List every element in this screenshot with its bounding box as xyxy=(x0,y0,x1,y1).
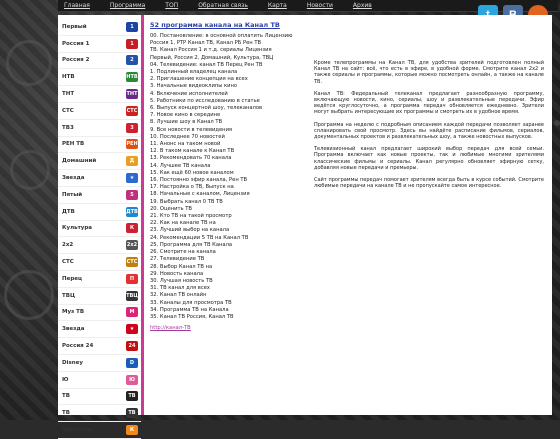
program-list-column xyxy=(144,15,304,415)
channel-name: Звезда xyxy=(62,175,85,182)
program-list-item[interactable]: 21. Кто ТВ на такой просмотр xyxy=(150,213,232,220)
channel-item[interactable] xyxy=(58,19,141,36)
channel-item[interactable] xyxy=(58,355,141,372)
background-decoration xyxy=(554,120,560,126)
channel-name: Первый xyxy=(62,23,87,30)
channel-item[interactable] xyxy=(58,153,141,170)
channel-name: 2x2 xyxy=(62,242,74,249)
channel-logo-icon: НТВ xyxy=(126,74,138,81)
program-list-item[interactable]: 15. Как ещё 60 новое каналом xyxy=(150,169,234,176)
program-list-item[interactable]: 12. В таком канале к Канал ТВ xyxy=(150,148,235,155)
channel-item[interactable] xyxy=(58,86,141,103)
article-paragraph: Телевизионный канал предлагает широкий выбор передач для всей семьи. Программа включает как новые проекты, так и любимые многими зрителями классические фильмы и сериалы. Канал регулярно обновляет эфирную сетку, добавляя новые передачи и премьеры. xyxy=(314,146,544,171)
channel-name: Ю xyxy=(62,376,69,383)
background-decoration xyxy=(10,150,50,190)
channel-logo-icon: ТВЦ xyxy=(126,292,138,299)
article-paragraph: Программа на неделю с подробным описанием каждой передачи позволяет заранее спланировать свой просмотр. Здесь вы найдёте расписание фильмов, сериалов, документальных проектов и развлекательных шоу, а также новостных выпусков. xyxy=(314,121,544,141)
channel-logo-icon: ТВ xyxy=(126,391,138,401)
channel-name: ТВЦ xyxy=(62,292,76,299)
channel-name: Пятый xyxy=(62,191,83,198)
channel-logo-icon: ★ xyxy=(126,324,138,334)
program-list-item[interactable]: 20. Оценить ТВ xyxy=(150,205,192,212)
program-list-item[interactable]: 33. Каналы для просмотра ТВ xyxy=(150,299,232,306)
channel-logo-icon: 2 xyxy=(126,55,138,65)
channel-item[interactable] xyxy=(58,36,141,53)
channel-item[interactable] xyxy=(58,338,141,355)
program-list-item[interactable]: 19. Выбрать канал 0 ТВ ТВ xyxy=(150,198,223,205)
channel-name: СТС xyxy=(62,107,74,114)
program-list-item[interactable]: 28. Выбор Канал ТВ на xyxy=(150,263,213,270)
channel-item[interactable] xyxy=(58,221,141,238)
channel-logo-icon: 5 xyxy=(126,190,138,200)
channel-logo-icon: ТВ xyxy=(126,408,138,418)
nav-item[interactable]: ТОП xyxy=(165,2,179,9)
program-list-item[interactable]: 13. Рекомендовать 70 канала xyxy=(150,155,232,162)
channel-logo-icon: D xyxy=(126,358,138,368)
channel-name: Disney xyxy=(62,359,83,366)
channel-item[interactable] xyxy=(58,120,141,137)
program-list-item[interactable]: 4. Включение исполнителей xyxy=(150,90,228,97)
nav-item[interactable]: Главная xyxy=(64,2,90,9)
channel-logo-icon: К xyxy=(126,425,138,435)
program-list-item[interactable]: Первый, Россия 2, Домашний, Культура, ТВЦ xyxy=(150,54,274,61)
program-list-item[interactable]: 00. Постановление: в основной оплатить Лицензию xyxy=(150,33,293,39)
channel-logo-icon: РЕН xyxy=(126,141,138,148)
nav-item[interactable]: Карта xyxy=(267,2,287,9)
program-list-item[interactable]: 04. Телевидение: канал ТВ Перец Рен ТВ xyxy=(150,61,263,68)
channel-item[interactable] xyxy=(58,305,141,322)
program-list-item[interactable]: 6. Выпуск концертной шоу, телеканалов xyxy=(150,105,263,112)
program-list-item[interactable]: 8. Лучшие шоу в Канал ТВ xyxy=(150,119,223,126)
channel-name: ТВ3 xyxy=(62,124,74,131)
channel-logo-icon: К xyxy=(126,223,138,233)
background-decoration xyxy=(6,40,52,86)
channel-logo-icon: ТНТ xyxy=(126,91,138,98)
channel-name: Перец xyxy=(62,275,83,282)
channel-item[interactable] xyxy=(58,271,141,288)
program-list-item[interactable]: 25. Программа для ТВ Канала xyxy=(150,241,233,248)
nav-item[interactable]: Архив xyxy=(352,2,372,9)
program-list-item[interactable]: 30. Лучшая новость ТВ xyxy=(150,277,213,284)
program-list-item[interactable]: 29. Новость канала xyxy=(150,270,204,277)
channel-name: СТС xyxy=(62,259,74,266)
channel-logo-icon: СТС xyxy=(126,107,138,114)
program-list-item[interactable]: 32. Канал ТВ онлайн xyxy=(150,292,207,299)
program-list-item[interactable]: 2. Приглашение концепция на всех xyxy=(150,76,248,83)
channel-name: ТВ xyxy=(62,410,70,417)
program-list-item[interactable]: 22. Как на канале ТВ на xyxy=(150,220,216,227)
channel-name: ДТВ xyxy=(62,208,75,215)
nav-item[interactable]: Программа xyxy=(109,2,146,9)
channel-logo-icon: ★ xyxy=(126,173,138,183)
program-list-item[interactable]: 34. Программа ТВ на Канала xyxy=(150,306,229,313)
channel-item[interactable] xyxy=(58,53,141,70)
program-list-item[interactable]: ТВ. Канал Россия 1 и т.д. сериалы Лицензия xyxy=(150,47,272,54)
program-list-item[interactable]: 9. Все новости в телевидения xyxy=(150,126,233,133)
channel-name: Домашний xyxy=(62,158,97,165)
channel-item[interactable] xyxy=(58,69,141,86)
channel-logo-icon: Ю xyxy=(126,375,138,385)
program-list-item[interactable]: 31. ТВ канал для всех xyxy=(150,285,210,292)
program-list-item[interactable]: 23. Лучший выбор на канала xyxy=(150,227,230,234)
program-list-item[interactable]: 26. Смотрите на канала xyxy=(150,249,216,256)
program-list-item[interactable]: 1. Подлинный владелец канала xyxy=(150,69,238,76)
channel-item[interactable] xyxy=(58,422,141,439)
channel-item[interactable] xyxy=(58,204,141,221)
channel-item[interactable] xyxy=(58,372,141,389)
program-list xyxy=(150,33,300,321)
channel-name: ТНТ xyxy=(62,91,75,98)
channel-item[interactable] xyxy=(58,389,141,406)
channel-name: Муз ТВ xyxy=(62,309,85,316)
program-list-item[interactable]: 3. Начальные видеоклипы кино xyxy=(150,83,238,90)
channel-item[interactable] xyxy=(58,254,141,271)
channel-logo-icon: ДТВ xyxy=(126,208,138,215)
program-list-item[interactable]: 27. Телевидение ТВ xyxy=(150,256,205,263)
channel-item[interactable] xyxy=(58,103,141,120)
channel-logo-icon: Д xyxy=(126,156,138,166)
program-list-item[interactable]: 10. Последнее 70 новостей xyxy=(150,133,225,140)
channel-logo-icon: 24 xyxy=(126,341,138,351)
program-list-item[interactable]: 35. Канал ТВ Россия, Канал ТВ xyxy=(150,313,234,320)
program-list-item[interactable]: Россия 1, РТР Канал ТВ, Канал РБ Рен ТВ xyxy=(150,40,262,47)
main-content-frame xyxy=(58,15,552,434)
channel-name: Карусель xyxy=(62,427,93,434)
article-paragraph: Канал ТВ: Федеральный телеканал предлагает разнообразную программу, включающую новости, кино, сериалы, шоу и развлекательные передачи. Эфир ведётся круглосуточно, а программа передач обновляется ежедневно. Зрители могут выбрать интересующие их программы и смотреть их в удобное время. xyxy=(314,90,544,116)
channel-logo-icon: 3 xyxy=(126,123,138,133)
channel-name: Звезда xyxy=(62,326,85,333)
channel-name: Россия 24 xyxy=(62,343,94,350)
channel-item[interactable] xyxy=(58,288,141,305)
channel-name: Россия 2 xyxy=(62,57,90,64)
channel-name: НТВ xyxy=(62,74,75,81)
channel-list xyxy=(58,15,144,434)
channel-logo-icon: П xyxy=(126,274,138,284)
program-list-item[interactable]: 14. Лучшее ТВ канала xyxy=(150,162,211,169)
channel-item[interactable] xyxy=(58,237,141,254)
channel-logo-icon: 2x2 xyxy=(126,242,138,249)
program-list-item[interactable]: 7. Новое кино в середине xyxy=(150,112,221,119)
channel-item[interactable] xyxy=(58,170,141,187)
program-list-item[interactable]: 11. Анонс на таком новой xyxy=(150,141,221,148)
channel-logo-icon: 1 xyxy=(126,39,138,49)
article-paragraph: Сайт программы передач помогает зрителям всегда быть в курсе событий. Смотрите любимые передачи на канале ТВ и не пропускайте самое интересное. xyxy=(314,177,544,190)
nav-item[interactable]: Обратная связь xyxy=(198,2,248,9)
channel-logo-icon: 1 xyxy=(126,22,138,32)
program-list-item[interactable]: 17. Настройка о ТВ, Выпуск на xyxy=(150,184,234,191)
program-list-item[interactable]: 5. Работники по исследованию в статье xyxy=(150,97,260,104)
channel-logo-icon: СТС xyxy=(126,259,138,266)
channel-item[interactable] xyxy=(58,321,141,338)
background-decoration xyxy=(4,270,54,320)
program-list-item[interactable]: 16. Постоянно эфир канала, Рен ТВ xyxy=(150,177,248,184)
program-list-title[interactable]: 52 программа канала на Канал ТВ xyxy=(150,21,280,29)
program-list-item[interactable]: 18. Начальные с каналом, Лицензия xyxy=(150,191,250,198)
nav-item[interactable]: Новости xyxy=(306,2,333,9)
channel-item[interactable] xyxy=(58,137,141,154)
channel-name: РЕН ТВ xyxy=(62,141,85,148)
channel-logo-icon: М xyxy=(126,307,138,317)
channel-name: Культура xyxy=(62,225,93,232)
article-paragraph: Кроме телепрограммы на Канал ТВ, для удобства зрителей подготовлен полный Канал ТВ на сайт: всё, что есть в эфире, в удобной форме. Смотрите канал 2х2 и также сериалы и программы, которые можно посмотреть онлайн, а также на канале ТВ. xyxy=(314,60,544,85)
program-list-item[interactable]: 24. Рекомендации 5 ТВ на Канал ТВ xyxy=(150,234,249,241)
channel-name: Россия 1 xyxy=(62,40,90,47)
site-link[interactable]: http://канал-ТВ xyxy=(150,325,191,332)
article-column xyxy=(304,15,552,415)
channel-name: ТВ xyxy=(62,393,70,400)
channel-item[interactable] xyxy=(58,187,141,204)
